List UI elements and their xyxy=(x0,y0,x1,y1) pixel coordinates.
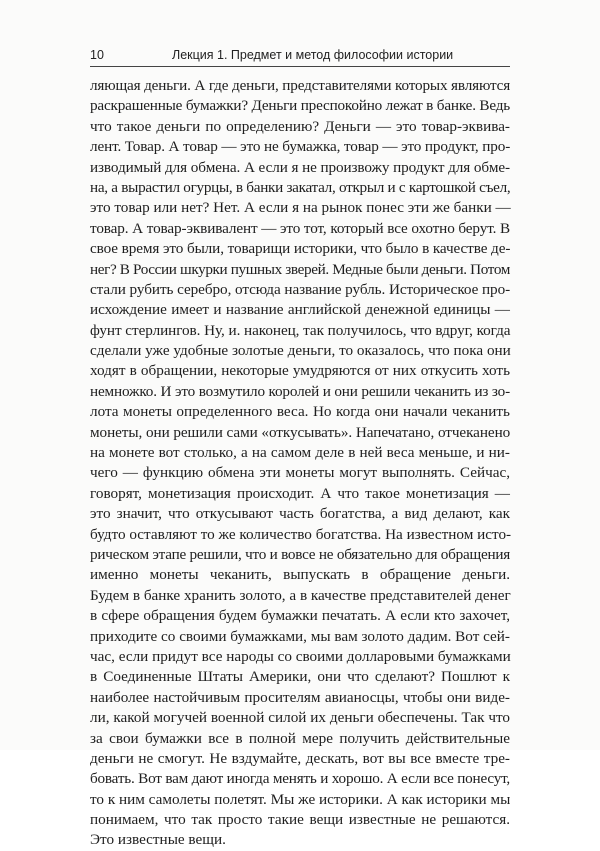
text-line: говорят, монетизация происходит. А что такое монетизация — xyxy=(90,484,510,502)
text-line: в сфере обращения будем бумажки печатать. А если кто захочет, xyxy=(90,607,510,625)
text-line: деньги не смогут. Не вздумайте, дескать, вот вы все вместе тре- xyxy=(90,749,510,767)
text-line: лота монеты определенного веса. Но когда они начали чеканить xyxy=(90,403,510,421)
running-title: Лекция 1. Предмет и метод философии истории xyxy=(172,48,454,62)
text-line: исхождение имеет и название английской денежной единицы — xyxy=(90,301,510,319)
text-line: фунт стерлингов. Ну, и. наконец, так получилось, что вдруг, когда xyxy=(90,321,511,339)
text-line: это значит, что откусывают часть богатства, а вид делают, как xyxy=(90,505,510,523)
text-line: на монете вот столько, а на самом деле в ней веса меньше, и ни- xyxy=(90,444,510,462)
text-line: чего — функцию обмена эти монеты могут выполнять. Сейчас, xyxy=(90,464,510,482)
text-line: рическом этапе решили, что и вовсе не обязательно для обращения xyxy=(90,545,510,563)
text-line: за свои бумажки все в полной мере получить действительные xyxy=(90,729,510,747)
page-number: 10 xyxy=(90,48,104,62)
text-line: раскрашенные бумажки? Деньги преспокойно лежат в банке. Ведь xyxy=(90,97,511,115)
text-line: в Соединенные Штаты Америки, они что сделают? Пошлют к xyxy=(90,668,510,686)
text-line: бовать. Вот вам дают иногда менять и хорошо. А если все понесут, xyxy=(90,770,511,788)
text-line: то к ним самолеты полетят. Мы же историки. А как историки мы xyxy=(90,790,511,808)
text-line: немножко. И это возмутило королей и они решили чеканить из зо- xyxy=(90,382,510,400)
text-line: час, если придут все народы со своими долларовыми бумажками xyxy=(90,647,511,665)
text-line: лент. Товар. А товар — это не бумажка, товар — это продукт, про- xyxy=(90,138,511,156)
text-line: монеты, они решили сами «откусывать». Напечатано, отчеканено xyxy=(90,423,511,441)
text-line: что такое деньги по определению? Деньги — это товар-эквива- xyxy=(90,117,510,135)
body-text xyxy=(90,76,510,851)
text-line: это товар или нет? Нет. А если я на рынок понес эти же банки — xyxy=(90,199,511,217)
text-line: будто оставляют то же количество богатства. На известном исто- xyxy=(90,525,512,543)
text-line: ходят в обращении, некоторые умудряются от них откусить хоть xyxy=(90,362,510,380)
text-line: свое время это были, товарищи историки, что было в качестве де- xyxy=(90,240,511,258)
text-line: именно монеты чеканить, выпускать в обращение деньги. xyxy=(90,566,510,584)
text-line: ляющая деньги. А где деньги, представителями которых являются xyxy=(90,77,511,94)
text-line: на, а вырастил огурцы, в банки закатал, открыл и с картошкой съел, xyxy=(90,178,511,196)
text-line: изводимый для обмена. А если я не произвожу продукт для обме- xyxy=(90,158,510,176)
text-line: ли, какой могучей военной силой их деньги обеспечены. Так что xyxy=(90,709,510,727)
text-line: сделали уже удобные золотые деньги, то оказалось, что пока они xyxy=(90,342,511,360)
text-line: стали рубить серебро, отсюда название рубль. Историческое про- xyxy=(90,280,511,298)
text-line: наиболее настойчивым просителям авианосцы, чтобы они виде- xyxy=(90,688,510,706)
text-line: приходите со своими бумажками, мы вам золото дадим. Вот сей- xyxy=(90,627,510,645)
running-header xyxy=(90,46,510,67)
text-line: нег? В России шкурки пушных зверей. Медные были деньги. Потом xyxy=(90,260,510,278)
text-line: Будем в банке хранить золото, а в качестве представителей денег xyxy=(90,586,511,604)
text-line: товар. А товар-эквивалент — это тот, который все охотно берут. В xyxy=(90,219,510,237)
text-line: Это известные вещи. xyxy=(90,831,226,849)
text-line: понимаем, что так просто такие вещи известные не решаются. xyxy=(90,811,510,829)
